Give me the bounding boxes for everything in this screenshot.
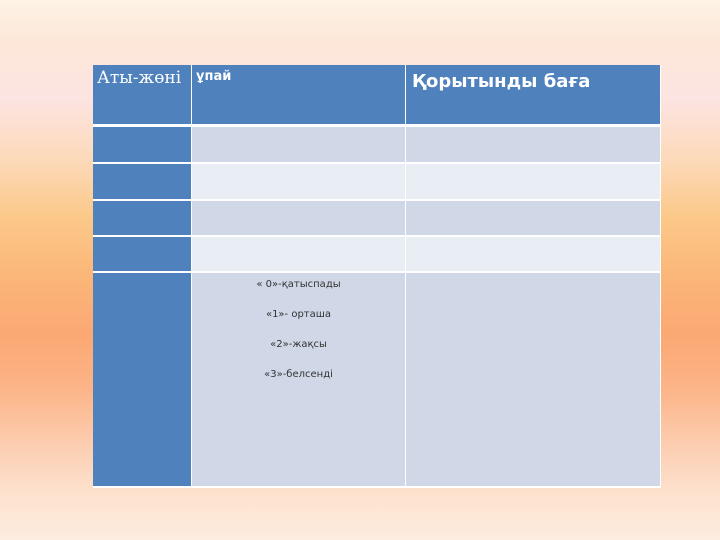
- row2-score-cell: [192, 164, 406, 201]
- row5-name-cell: [93, 273, 192, 488]
- row4-grade-cell: [406, 237, 661, 273]
- row3-name-cell: [93, 201, 192, 237]
- row1-name-cell: [93, 127, 192, 164]
- row2-grade-cell: [406, 164, 661, 201]
- row3-grade-cell: [406, 201, 661, 237]
- legend-item-2: «2»-жақсы: [270, 339, 327, 350]
- row5-grade-cell: [406, 273, 661, 488]
- row1-grade-cell: [406, 127, 661, 164]
- row1-score-cell: [192, 127, 406, 164]
- row3-score-cell: [192, 201, 406, 237]
- legend-item-0: « 0»-қатыспады: [256, 279, 341, 290]
- row4-score-cell: [192, 237, 406, 273]
- row2-name-cell: [93, 164, 192, 201]
- header-name: Аты-жөні: [93, 65, 192, 127]
- header-score: ұпай: [192, 65, 406, 127]
- score-legend: [192, 273, 406, 488]
- header-final-grade: Қорытынды баға: [406, 65, 661, 127]
- row4-name-cell: [93, 237, 192, 273]
- legend-item-1: «1»- орташа: [265, 309, 332, 320]
- grading-table: [93, 65, 661, 488]
- legend-item-3: «3»-белсенді: [264, 369, 333, 380]
